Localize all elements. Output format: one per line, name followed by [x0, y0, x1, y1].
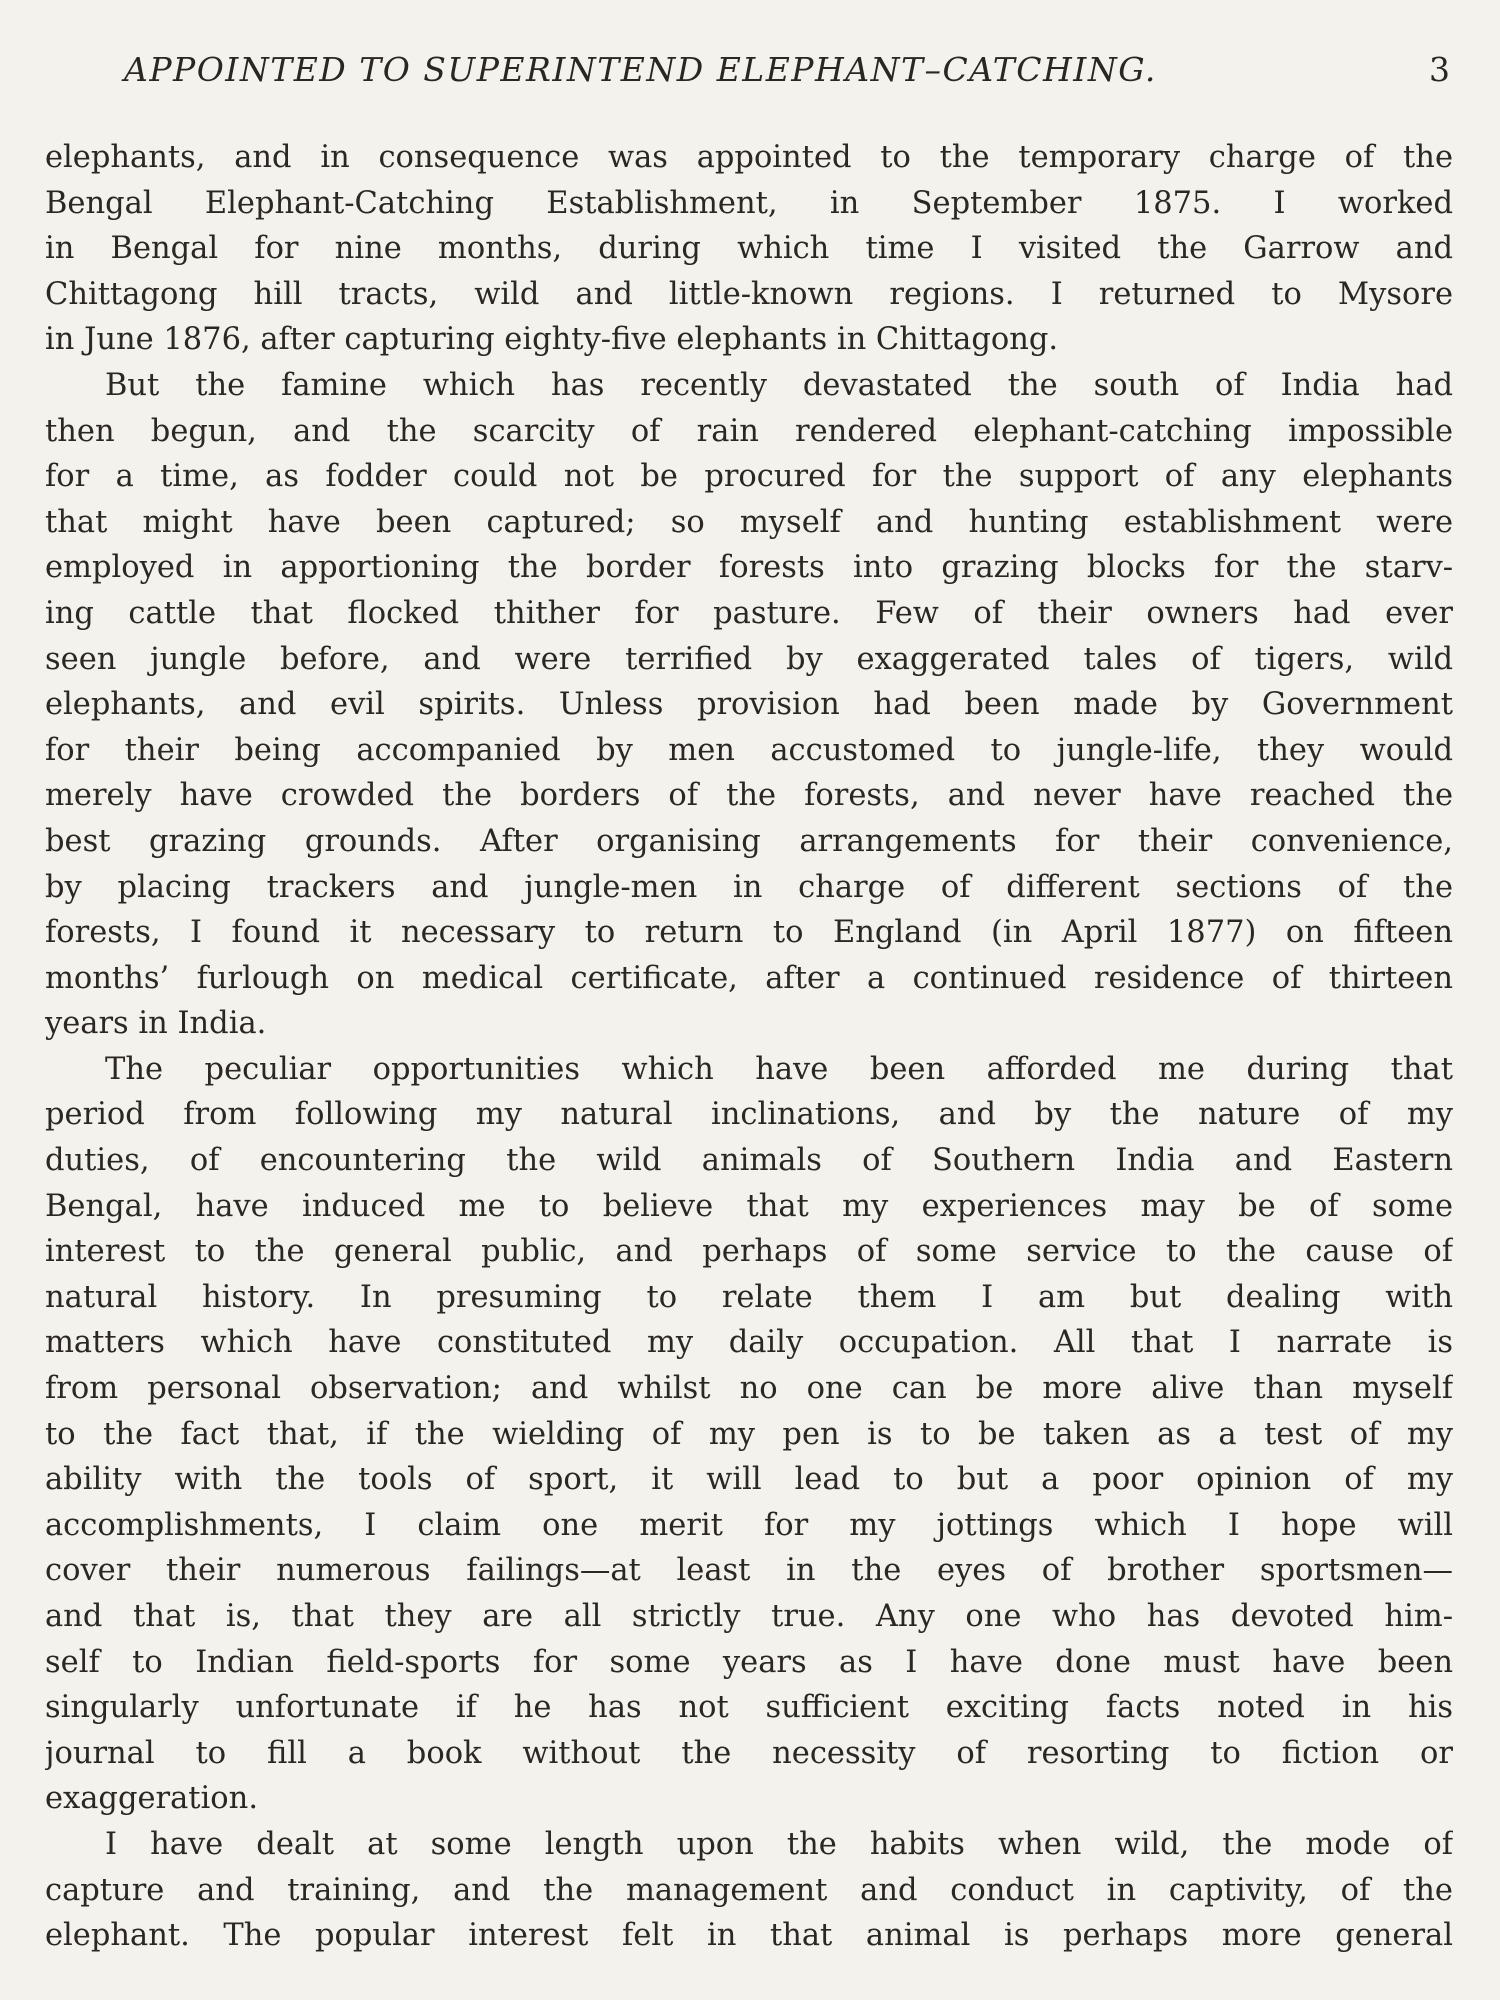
paragraph — [45, 1047, 1453, 1822]
text-line: elephants, and in consequence was appointed to the temporary charge of the — [45, 140, 1453, 175]
text-line: singularly unfortunate if he has not sufficient exciting facts noted in his — [45, 1690, 1453, 1726]
text-line: matters which have constituted my daily occupation. All that I narrate is — [45, 1325, 1453, 1361]
paragraph — [45, 1822, 1453, 1959]
text-line: in Bengal for nine months, during which time I visited the Garrow and — [45, 231, 1453, 267]
text-line: But the famine which has recently devastated the south of India had — [105, 367, 1453, 403]
text-line: elephants, and evil spirits. Unless provision had been made by Government — [45, 687, 1453, 723]
text-line: that might have been captured; so myself and hunting establishment were — [45, 504, 1453, 540]
text-line: exaggeration. — [45, 1781, 259, 1817]
text-line: journal to fill a book without the necessity of resorting to fiction or — [45, 1735, 1453, 1771]
text-line: Bengal, have induced me to believe that my experiences may be of some — [45, 1188, 1453, 1224]
text-line: seen jungle before, and were terrified by exaggerated tales of tigers, wild — [45, 641, 1453, 677]
text-line: and that is, that they are all strictly true. Any one who has devoted him- — [45, 1599, 1453, 1634]
text-line: by placing trackers and jungle-men in charge of different sections of the — [45, 869, 1453, 905]
text-line: duties, of encountering the wild animals of Southern India and Eastern — [45, 1143, 1453, 1179]
running-head-title: APPOINTED TO SUPERINTEND ELEPHANT–CATCHING. — [124, 50, 1157, 89]
text-line: then begun, and the scarcity of rain rendered elephant-catching impossible — [45, 413, 1453, 449]
text-line: I have dealt at some length upon the habits when wild, the mode of — [105, 1826, 1453, 1862]
paragraph — [45, 135, 1453, 363]
text-line: natural history. In presuming to relate them I am but dealing with — [45, 1279, 1453, 1315]
text-line: merely have crowded the borders of the forests, and never have reached the — [45, 778, 1453, 814]
text-line: elephant. The popular interest felt in that animal is perhaps more general — [45, 1918, 1453, 1954]
text-line: to the fact that, if the wielding of my pen is to be taken as a test of my — [45, 1416, 1453, 1452]
text-line: cover their numerous failings—at least in the eyes of brother sportsmen— — [45, 1553, 1453, 1589]
text-line: ability with the tools of sport, it will lead to but a poor opinion of my — [45, 1462, 1453, 1498]
text-line: ing cattle that flocked thither for pasture. Few of their owners had ever — [45, 595, 1453, 631]
text-line: for a time, as fodder could not be procured for the support of any elephants — [45, 459, 1453, 495]
text-line: period from following my natural inclinations, and by the nature of my — [45, 1097, 1453, 1133]
running-head — [46, 50, 1450, 110]
text-line: forests, I found it necessary to return to England (in April 1877) on fifteen — [45, 915, 1453, 951]
text-line: Chittagong hill tracts, wild and little-known regions. I returned to Mysore — [45, 276, 1453, 312]
text-line: years in India. — [45, 1006, 267, 1042]
text-line: in June 1876, after capturing eighty-five elephants in Chittagong. — [45, 322, 1059, 358]
text-line: self to Indian field-sports for some years as I have done must have been — [45, 1644, 1453, 1680]
body-text — [45, 135, 1453, 1959]
text-line: months’ furlough on medical certificate, after a continued residence of thirteen — [45, 960, 1453, 996]
text-line: employed in apportioning the border forests into grazing blocks for the starv- — [45, 550, 1453, 586]
text-line: from personal observation; and whilst no one can be more alive than myself — [45, 1371, 1453, 1407]
page-number: 3 — [1429, 50, 1450, 89]
text-line: accomplishments, I claim one merit for my jottings which I hope will — [45, 1507, 1453, 1543]
text-line: Bengal Elephant-Catching Establishment, in September 1875. I worked — [45, 185, 1453, 221]
text-line: for their being accompanied by men accustomed to jungle-life, they would — [45, 732, 1453, 768]
text-line: capture and training, and the management and conduct in captivity, of the — [45, 1872, 1453, 1908]
paragraph — [45, 363, 1453, 1047]
text-line: interest to the general public, and perhaps of some service to the cause of — [45, 1234, 1453, 1270]
text-line: The peculiar opportunities which have been afforded me during that — [105, 1051, 1453, 1087]
text-line: best grazing grounds. After organising arrangements for their convenience, — [45, 823, 1453, 859]
